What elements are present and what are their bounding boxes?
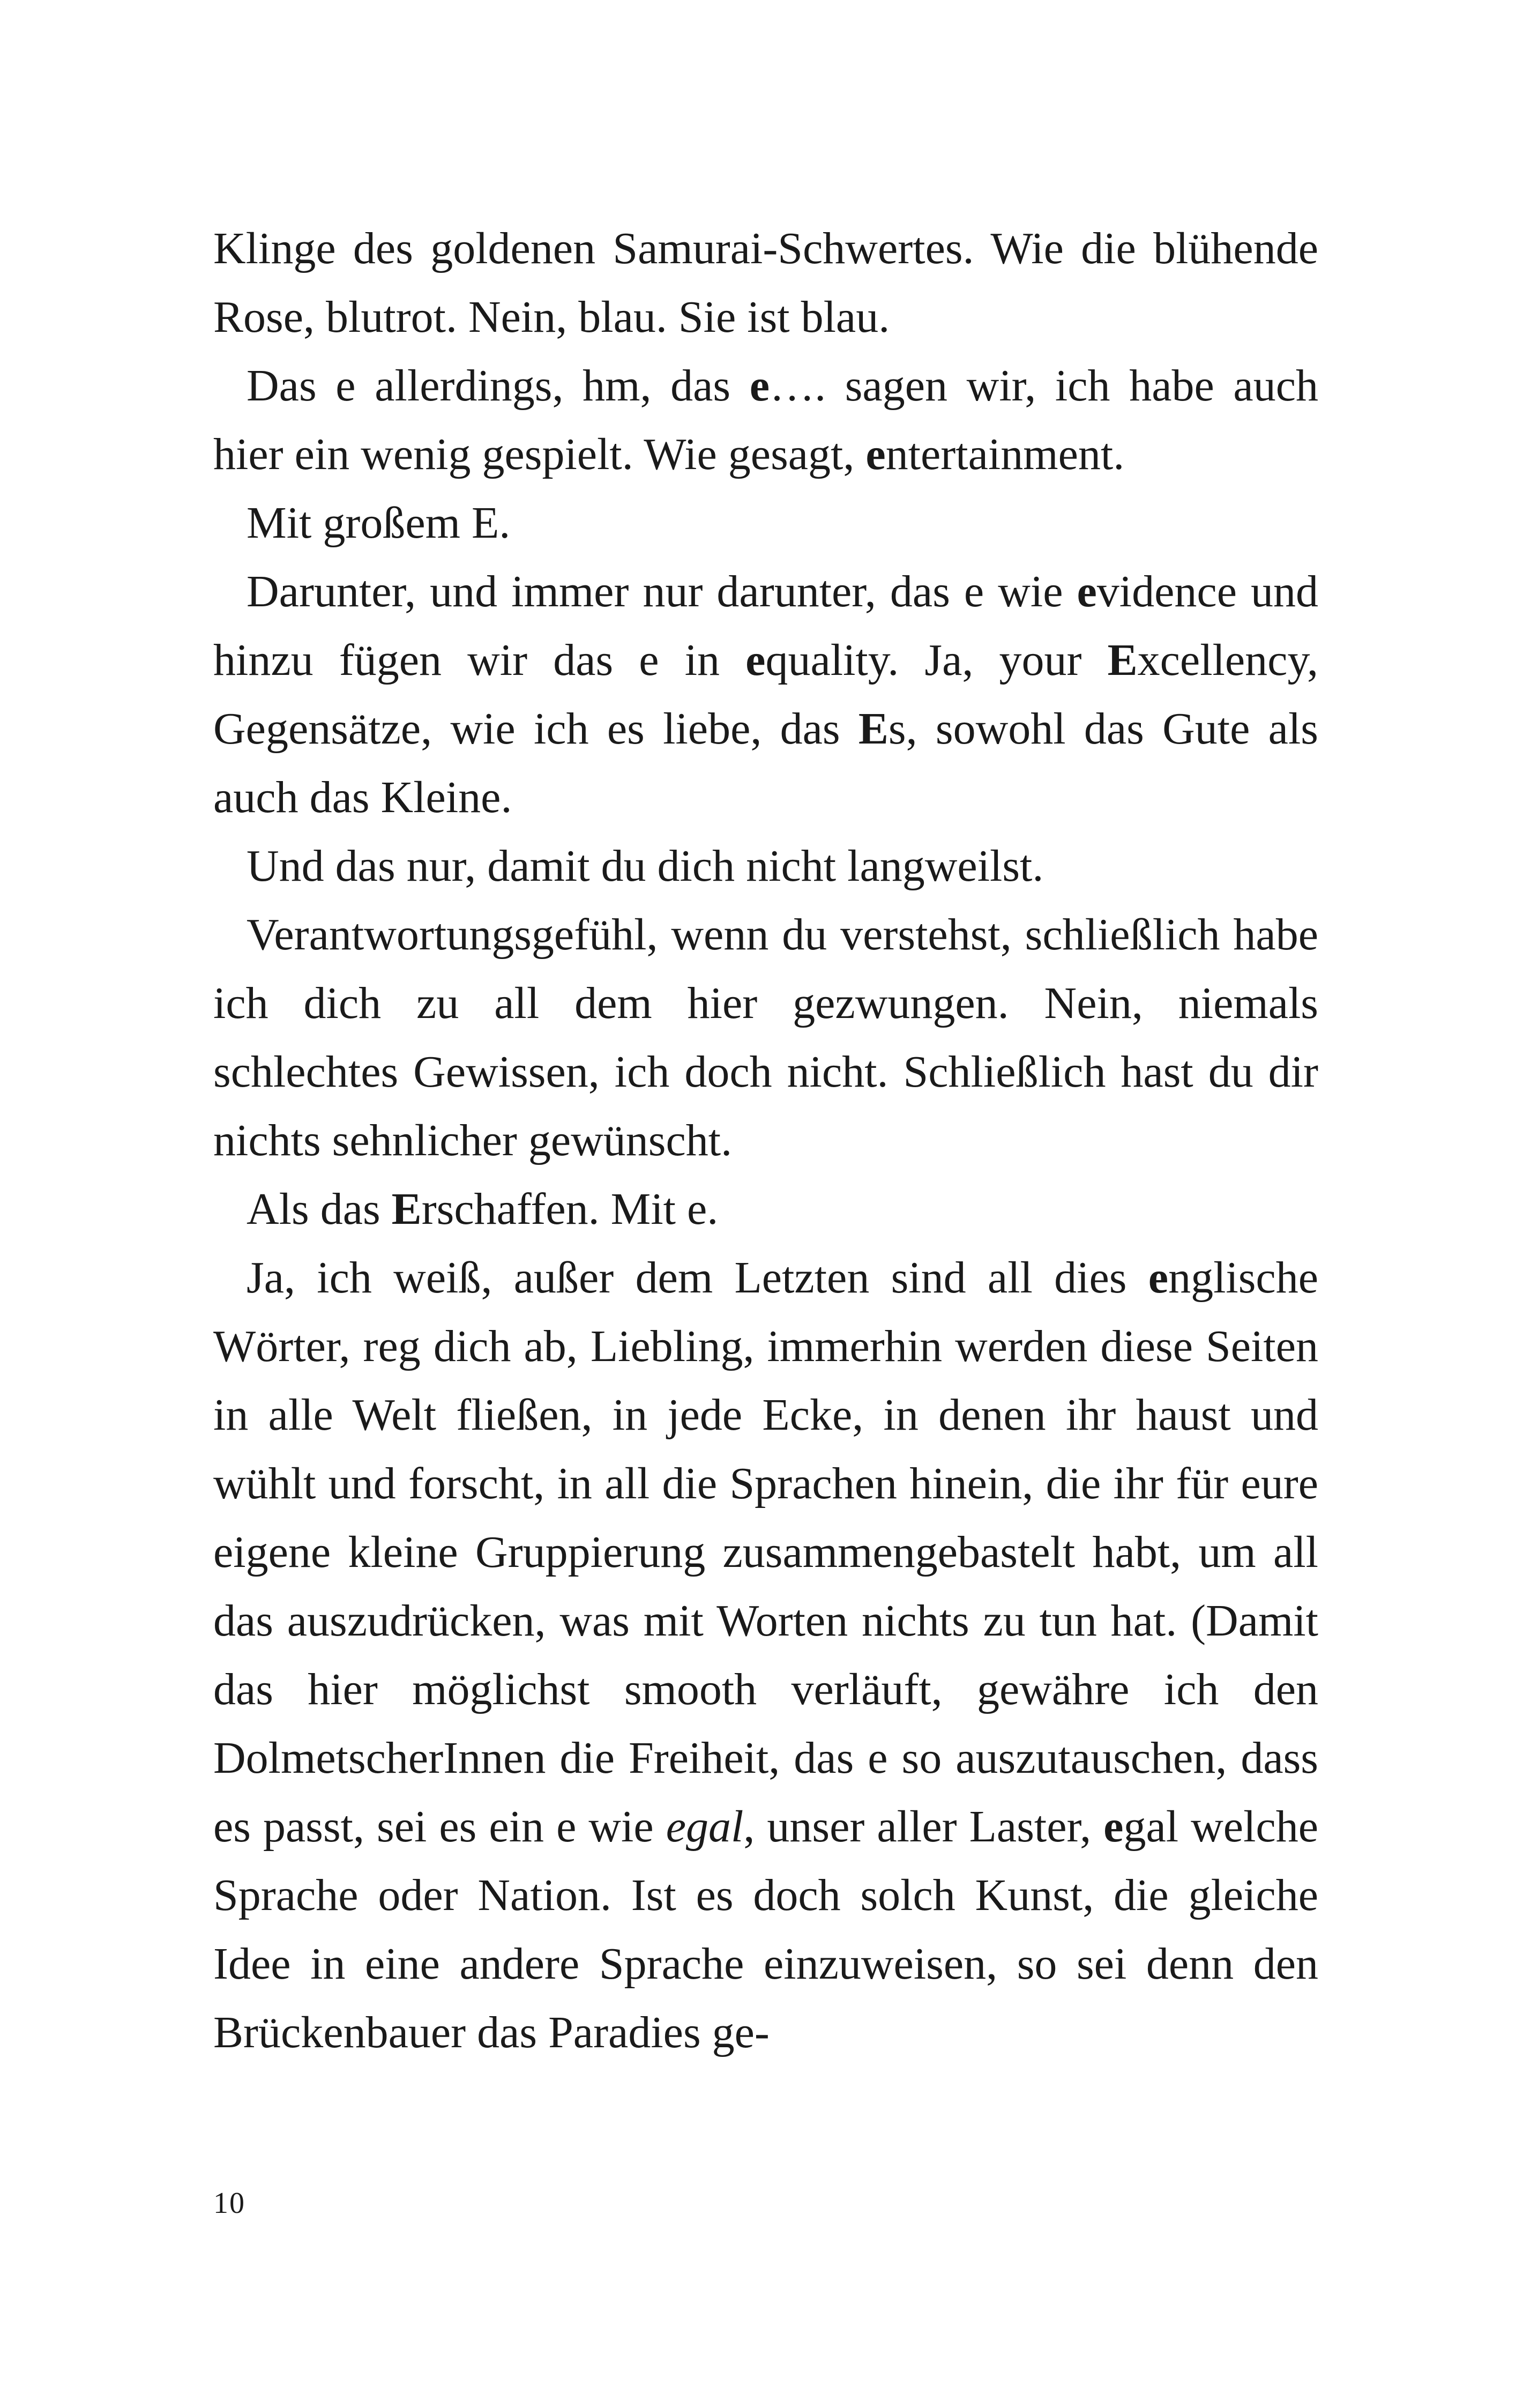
text-segment: …. sagen wir, ich habe auch hier ein wenig gespielt. Wie gesagt,: [213, 361, 1318, 479]
italic-word: egal: [666, 1802, 744, 1852]
text-segment: Mit großem E.: [247, 498, 511, 548]
page-number: 10: [213, 2187, 245, 2220]
text-segment: quality. Ja, your: [765, 635, 1108, 685]
emphasized-letter: e: [865, 429, 886, 479]
page-body-text: [213, 214, 1318, 2067]
text-segment: Verantwortungsgefühl, wenn du verstehst, schließlich habe ich dich zu all dem hier gezwungen. Nein, niemals schlechtes Gewissen, ich doch nicht. Schließlich hast du dir nichts sehnlicher gewünscht.: [213, 910, 1318, 1165]
text-segment: s, sowohl das Gute als auch das Kleine.: [213, 704, 1318, 822]
emphasized-letter: e: [1148, 1253, 1169, 1303]
paragraph: [213, 558, 1318, 832]
text-segment: vidence und hinzu fügen wir das e in: [213, 567, 1318, 685]
emphasized-letter: e: [749, 361, 770, 411]
emphasized-letter: E: [1107, 635, 1138, 685]
emphasized-letter: E: [858, 704, 889, 754]
paragraph: [213, 214, 1318, 352]
emphasized-letter: E: [391, 1184, 422, 1234]
paragraph: [213, 1244, 1318, 2067]
text-segment: Klinge des goldenen Samurai-Schwertes. Wie die blühende Rose, blutrot. Nein, blau. Sie ist blau.: [213, 224, 1318, 342]
text-segment: Als das: [247, 1184, 392, 1234]
paragraph: [213, 901, 1318, 1175]
emphasized-letter: e: [745, 635, 766, 685]
text-segment: Und das nur, damit du dich nicht langweilst.: [247, 841, 1044, 891]
text-segment: Darunter, und immer nur darunter, das e wie: [247, 567, 1077, 616]
emphasized-letter: e: [1077, 567, 1097, 616]
text-segment: gal welche Sprache oder Nation. Ist es doch solch Kunst, die gleiche Idee in eine andere Sprache einzuweisen, so sei denn den Brückenbauer das Paradies ge-: [213, 1802, 1318, 2057]
paragraph: [213, 352, 1318, 489]
text-segment: nglische Wörter, reg dich ab, Liebling, immerhin werden diese Seiten in alle Welt fließen, in jede Ecke, in denen ihr haust und wühlt und forscht, in all die Sprachen hinein, die ihr für eure eigene kleine Gruppierung zusammengebastelt habt, um all das auszudrücken, was mit Worten nichts zu tun hat. (Damit das hier möglichst smooth verläuft, gewähre ich den DolmetscherInnen die Freiheit, das e so auszutauschen, dass es passt, sei es ein e wie: [213, 1253, 1318, 1852]
text-segment: ntertainment.: [885, 429, 1125, 479]
emphasized-letter: e: [1103, 1802, 1124, 1852]
text-segment: Ja, ich weiß, außer dem Letzten sind all dies: [247, 1253, 1148, 1303]
text-segment: Das e allerdings, hm, das: [247, 361, 750, 411]
paragraph: [213, 489, 1318, 558]
paragraph: [213, 832, 1318, 901]
text-segment: , unser aller Laster,: [743, 1802, 1104, 1852]
text-segment: rschaffen. Mit e.: [421, 1184, 719, 1234]
paragraph: [213, 1175, 1318, 1244]
text-segment: xcellency, Gegensätze, wie ich es liebe, das: [213, 635, 1318, 754]
